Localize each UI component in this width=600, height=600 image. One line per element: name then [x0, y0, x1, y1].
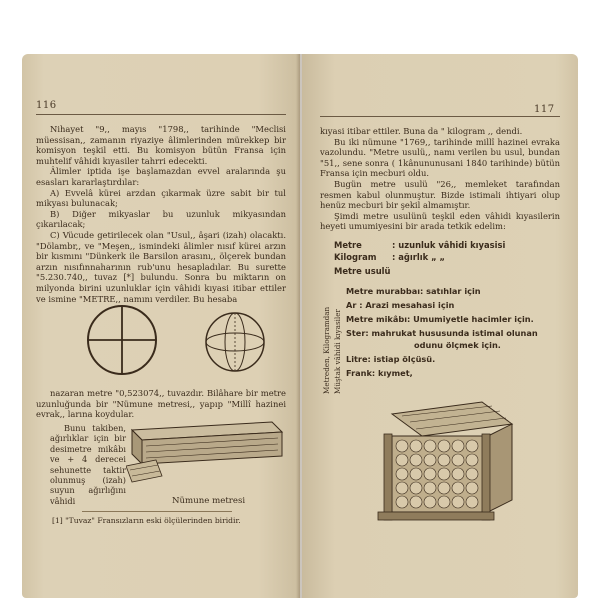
- side-paragraph: Bunu takiben, ağırlıklar için bir desimetre mikâbı ve + 4 derecei sehunette taktir olunmuş (izah) suyun ağırlığını vâhidi: [50, 423, 126, 506]
- derived-unit-item: Ster: mahrukat hususunda istimal olunan: [346, 328, 538, 338]
- paragraph: C) Vücude getirilecek olan "Usul,, âşari (izah) olacaktı. "Dölambr,, ve "Meşen,, ismindeki âlimler nısıf kürei arzın bir kısmını "Dünkerk ile Barsilon arasını,, ölçerek bundan arzın nısıfınnaharının rub'unu hesapladılar. Bu surette "5.230.740,, tuvaz [*] bulundu. Sonra bu miktarın on milyonda birini uzunluklar için vâhidi kıyasi itibar ettiler ve ismine "METRE,, namını verdiler. Bu hesaba: [36, 229, 286, 304]
- paragraph: Şimdi metre usulünü teşkil eden vâhidi kıyasilerin heyeti umumiyesini bir arada tetkik edelim:: [320, 210, 560, 232]
- derived-unit-item: Metre murabbaı: satıhlar için: [346, 286, 481, 296]
- paragraph: nazaran metre "0,523074,, tuvazdır. Bilâhare bir metre uzunluğunda bir "Nümune metresi,, yapıp "Millî hazinei evrak,, larına koydular.: [36, 388, 286, 420]
- paragraph: Bugün metre usulü "26,, memleket tarafından resmen kabul olunmuştur. Bizde istimali ihtiyari olup henüz mecburi bir şekil almamıştır.: [320, 178, 560, 211]
- derived-unit-item: Frank: kıymet,: [346, 368, 413, 378]
- footnote: [1] "Tuvaz" Fransızların eski ölçülerinden biridir.: [52, 516, 241, 525]
- vertical-label: Metreden, Kilogramdan: [322, 306, 331, 394]
- page-number: 116: [36, 100, 57, 111]
- left-text-after-figures: [36, 388, 286, 420]
- stacked-wood-ster-figure: [372, 394, 522, 534]
- paragraph: A) Evvelâ kürei arzdan çıkarmak üzre sabit bir tul mikyası bulunacak;: [36, 187, 286, 209]
- page-number: 117: [534, 104, 555, 115]
- figure-caption: Nümune metresi: [172, 496, 246, 506]
- derived-unit-item: Metre mikâbı: Umumiyetle hacimler için.: [346, 314, 534, 324]
- derived-unit-item: odunu ölçmek için.: [414, 340, 501, 350]
- paragraph: kıyasi itibar ettiler. Buna da " kilogram ,, dendi.: [320, 126, 523, 136]
- globe-meridian-figure: [202, 309, 268, 375]
- unit-row-kilogram-desc: : ağırlık „ „: [392, 252, 446, 262]
- header-rule: [320, 116, 560, 117]
- left-page: [22, 54, 300, 598]
- unit-row-system: Metre usulü: [334, 266, 391, 276]
- circle-meridian-figure: [84, 302, 160, 378]
- header-rule: [36, 114, 286, 115]
- paragraph: B) Diğer mikyaslar bu uzunluk mikyasından çıkarılacak;: [36, 208, 286, 230]
- vertical-label: Müştak vâhidi kıyasiler: [333, 309, 342, 394]
- unit-row-kilogram: Kilogram: [334, 252, 377, 262]
- right-page: [302, 54, 578, 598]
- standard-metre-bar-figure: [126, 416, 286, 494]
- derived-unit-item: Ar : Arazi mesahasi için: [346, 300, 455, 310]
- unit-row-metre: Metre: [334, 240, 362, 250]
- paragraph: Âlimler iptida işe başlamazdan evvel aralarında şu esasları kararlaştırdılar:: [36, 166, 286, 187]
- footnote-rule: [82, 511, 232, 512]
- derived-unit-item: Litre: istiap ölçüsü.: [346, 354, 436, 364]
- right-text-block: [320, 126, 560, 232]
- left-text-block: [36, 124, 286, 304]
- paragraph: Bu iki nümune "1769,, tarihinde millî hazinei evraka vazolundu. "Metre usulü,, namı verilen bu usul, bundan "51,, sene sonra ( 1kânununusani 1840 tarihinde) bütün Fransa için mecburi oldu.: [320, 136, 560, 179]
- unit-row-metre-desc: : uzunluk vâhidi kıyasisi: [392, 240, 506, 250]
- paragraph: Nihayet "9,, mayıs "1798,, tarihinde "Meclisi müessisan,, zamanın riyaziye âlimlerinden mürekkep bir komisyon teşkil etti. Bu komisyon bütün Fransa için muhtelif vâhidi kıyasiler tahrri edecekti.: [36, 124, 286, 166]
